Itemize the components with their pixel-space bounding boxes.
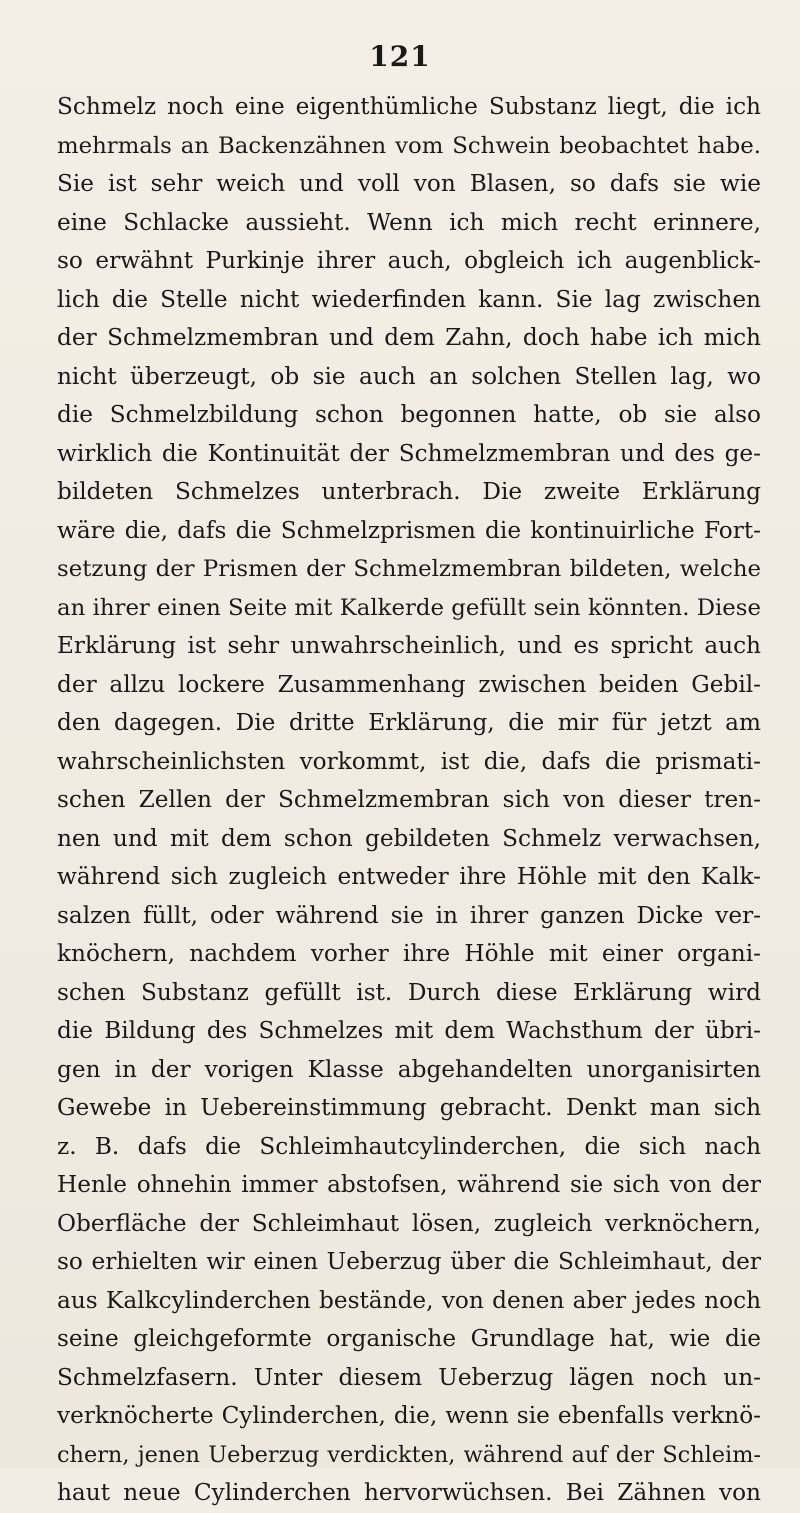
- text-line: knöchern, nachdem vorher ihre Höhle mit einer organi-: [57, 940, 761, 967]
- text-line: schen Substanz gefüllt ist. Durch diese Erklärung wird: [57, 978, 761, 1006]
- text-line: so erwähnt Purkinje ihrer auch, obgleich ich augenblick-: [57, 247, 761, 274]
- text-line: Schmelzfasern. Unter diesem Ueberzug lägen noch un-: [57, 1363, 761, 1391]
- text-line: setzung der Prismen der Schmelzmembran bildeten, welche: [57, 556, 761, 582]
- text-line: Gewebe in Uebereinstimmung gebracht. Denkt man sich: [57, 1094, 761, 1121]
- text-line: z. B. dafs die Schleimhautcylinderchen, die sich nach: [57, 1132, 761, 1160]
- text-line: so erhielten wir einen Ueberzug über die Schleimhaut, der: [57, 1248, 761, 1275]
- body-text: [57, 88, 761, 1513]
- text-line: schen Zellen der Schmelzmembran sich von dieser tren-: [57, 786, 761, 813]
- text-line: Sie ist sehr weich und voll von Blasen, so dafs sie wie: [57, 170, 761, 197]
- text-line: nen und mit dem schon gebildeten Schmelz verwachsen,: [57, 824, 761, 852]
- text-line: wirklich die Kontinuität der Schmelzmembran und des ge-: [57, 439, 761, 467]
- text-line: seine gleichgeformte organische Grundlage hat, wie die: [57, 1325, 761, 1352]
- text-line: die Schmelzbildung schon begonnen hatte, ob sie also: [57, 401, 761, 428]
- text-line: der Schmelzmembran und dem Zahn, doch habe ich mich: [57, 324, 761, 351]
- text-line: der allzu lockere Zusammenhang zwischen beiden Gebil-: [57, 670, 761, 698]
- text-line: während sich zugleich entweder ihre Höhle mit den Kalk-: [57, 863, 761, 890]
- text-line: chern, jenen Ueberzug verdickten, während auf der Schleim-: [57, 1441, 761, 1468]
- text-line: Schmelz noch eine eigenthümliche Substanz liegt, die ich: [57, 93, 761, 120]
- text-line: lich die Stelle nicht wiederfinden kann. Sie lag zwischen: [57, 285, 761, 313]
- text-line: nicht überzeugt, ob sie auch an solchen Stellen lag, wo: [57, 362, 761, 390]
- text-line: bildeten Schmelzes unterbrach. Die zweite Erklärung: [57, 478, 761, 505]
- text-line: mehrmals an Backenzähnen vom Schwein beobachtet habe.: [57, 132, 761, 159]
- text-line: eine Schlacke aussieht. Wenn ich mich recht erinnere,: [57, 208, 761, 236]
- text-line: Erklärung ist sehr unwahrscheinlich, und es spricht auch: [57, 632, 761, 659]
- text-line: aus Kalkcylinderchen bestände, von denen aber jedes noch: [57, 1286, 761, 1314]
- text-line: wahrscheinlichsten vorkommt, ist die, dafs die prismati-: [57, 747, 761, 775]
- text-line: salzen füllt, oder während sie in ihrer ganzen Dicke ver-: [57, 901, 761, 929]
- text-line: an ihrer einen Seite mit Kalkerde gefüllt sein könnten. Diese: [57, 594, 761, 621]
- text-line: den dagegen. Die dritte Erklärung, die mir für jetzt am: [57, 709, 761, 736]
- text-line: Henle ohnehin immer abstofsen, während sie sich von der: [57, 1171, 761, 1198]
- text-line: die Bildung des Schmelzes mit dem Wachsthum der übri-: [57, 1017, 761, 1044]
- text-line: Oberfläche der Schleimhaut lösen, zugleich verknöchern,: [57, 1209, 761, 1237]
- text-line: gen in der vorigen Klasse abgehandelten unorganisirten: [57, 1055, 761, 1083]
- page-number: 121: [369, 40, 431, 73]
- text-line: wäre die, dafs die Schmelzprismen die kontinuirliche Fort-: [57, 516, 761, 544]
- text-line: verknöcherte Cylinderchen, die, wenn sie ebenfalls verknö-: [57, 1402, 761, 1429]
- text-line: haut neue Cylinderchen hervorwüchsen. Bei Zähnen von: [57, 1479, 761, 1506]
